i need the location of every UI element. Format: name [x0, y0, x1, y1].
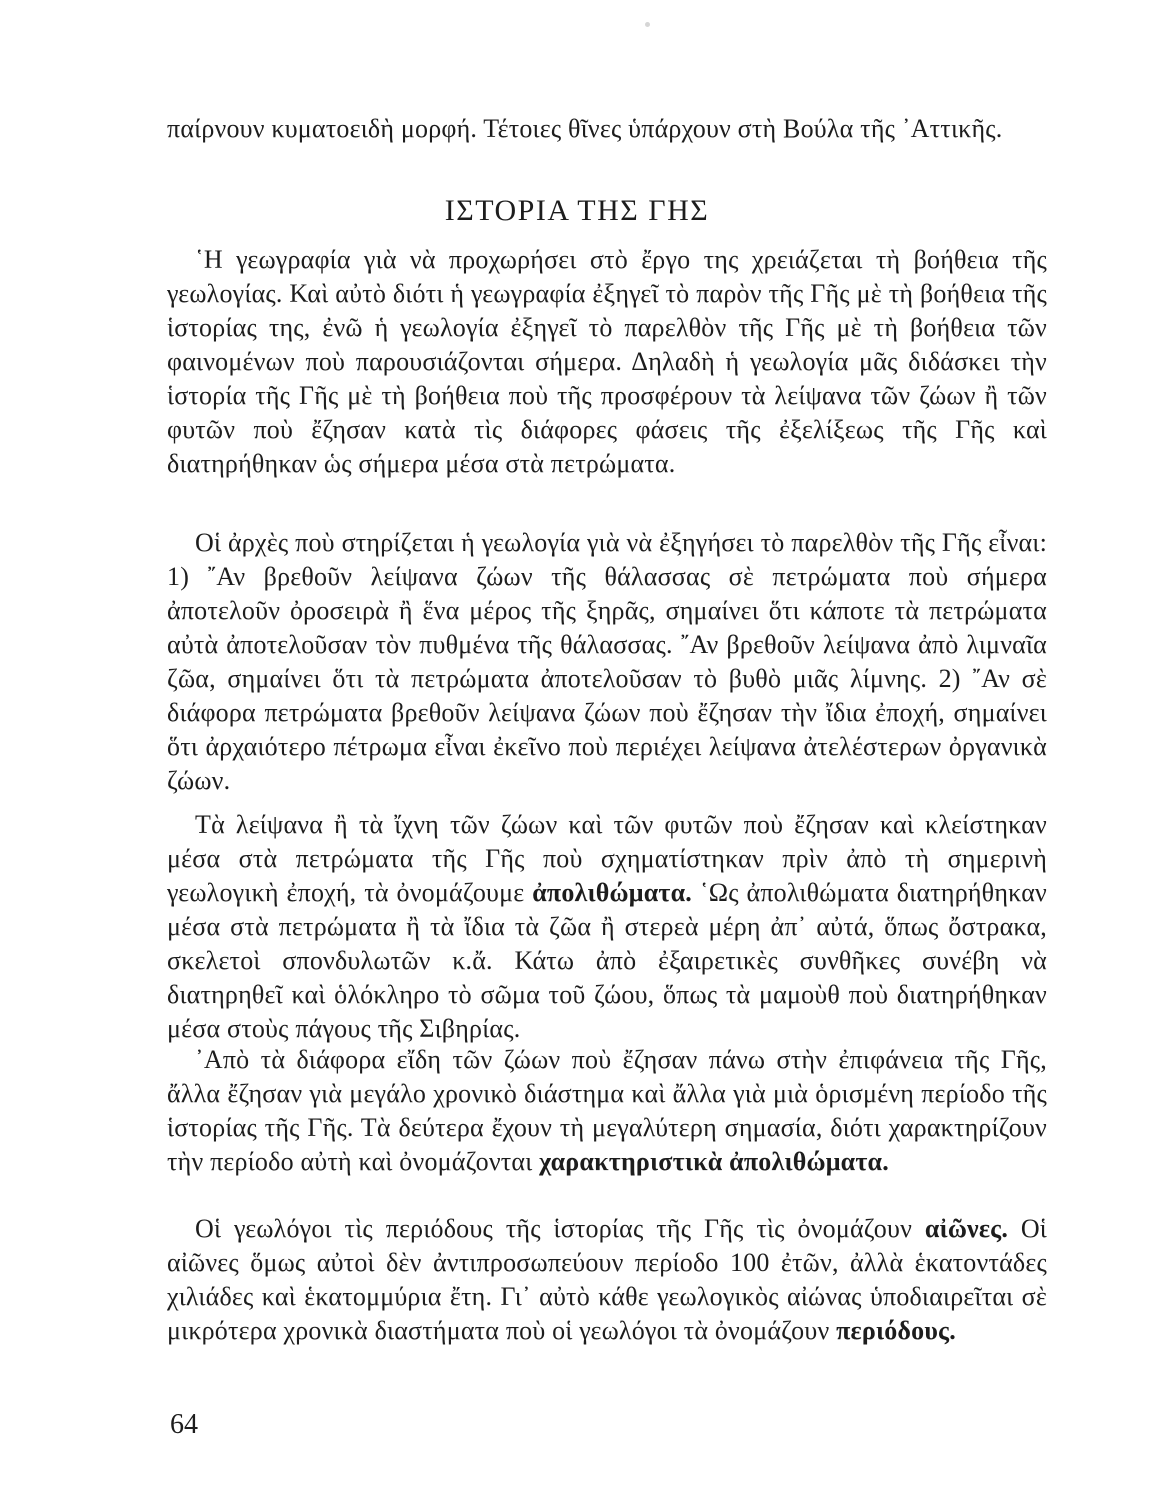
paragraph-3-text-before: Τὰ λείψανα ἢ τὰ ἴχνη τῶν ζώων καὶ τῶν φυτῶν ποὺ ἔζησαν καὶ κλείστηκαν μέσα στὰ πετρώματα τῆς Γῆς ποὺ σχηματίστηκαν πρὶν ἀπὸ τὴ σημερινὴ γεωλογικὴ ἐποχή, τὰ ὀνομάζουμε: [167, 810, 1047, 907]
intro-continuation: παίρνουν κυματοειδὴ μορφή. Τέτοιες θῖνες ὑπάρχουν στὴ Βούλα τῆς ᾿Αττικῆς.: [167, 114, 1003, 143]
page-number: 64: [170, 1409, 198, 1440]
paragraph-3-text-after: ῾Ως ἀπολιθώματα διατηρήθηκαν μέσα στὰ πετρώματα ἢ τὰ ἴδια τὰ ζῶα ἢ στερεὰ μέρη ἀπ᾿ αὐτά, ὅπως ὄστρακα, σκελετοὶ σπονδυλωτῶν κ.ἄ. Κάτω ἀπὸ ἐξαιρετικὲς συνθῆκες συνέβη νὰ διατηρηθεῖ καὶ ὁλόκληρο τὸ σῶμα τοῦ ζώου, ὅπως τὰ μαμοὺθ ποὺ διατηρήθηκαν μέσα στοὺς πάγους τῆς Σιβηρίας.: [167, 878, 1047, 1043]
paragraph-4: [167, 1043, 1047, 1179]
term-apolithomata: ἀπολιθώματα.: [532, 878, 692, 907]
paragraph-1: ῾Η γεωγραφία γιὰ νὰ προχωρήσει στὸ ἔργο της χρειάζεται τὴ βοήθεια τῆς γεωλογίας. Καὶ αὐτὸ διότι ἡ γεωγραφία ἐξηγεῖ τὸ παρὸν τῆς Γῆς μὲ τὴ βοήθεια τῆς ἱστορίας της, ἐνῶ ἡ γεωλογία ἐξηγεῖ τὸ παρελθὸν τῆς Γῆς μὲ τὴ βοήθεια τῶν φαινομένων ποὺ παρουσιάζονται σήμερα. Δηλαδὴ ἡ γεωλογία μᾶς διδάσκει τὴν ἱστορία τῆς Γῆς μὲ τὴ βοήθεια ποὺ τῆς προσφέρουν τὰ λείψανα τῶν ζώων ἢ τῶν φυτῶν ποὺ ἔζησαν κατὰ τὶς διάφορες φάσεις τῆς ἐξελίξεως τῆς Γῆς καὶ διατηρήθηκαν ὡς σήμερα μέσα στὰ πετρώματα.: [167, 245, 1047, 478]
term-aiones: αἰῶνες.: [924, 1214, 1009, 1243]
paragraph-5: [167, 1212, 1047, 1348]
paragraph-2: [167, 526, 1047, 798]
paragraph-3: [167, 808, 1047, 1046]
paragraph-4-text: ᾿Απὸ τὰ διάφορα εἴδη τῶν ζώων ποὺ ἔζησαν πάνω στὴν ἐπιφάνεια τῆς Γῆς, ἄλλα ἔζησαν γιὰ μεγάλο χρονικὸ διάστημα καὶ ἄλλα γιὰ μιὰ ὁρισμένη περίοδο τῆς ἱστορίας τῆς Γῆς. Τὰ δεύτερα ἔχουν τὴ μεγαλύτερη σημασία, διότι χαρακτηρίζουν τὴν περίοδο αὐτὴ καὶ ὀνομάζονται: [167, 1045, 1047, 1176]
term-periodous: περιόδους.: [836, 1316, 956, 1345]
paragraph-5-text-middle: Οἱ αἰῶνες ὅμως αὐτοὶ δὲν ἀντιπροσωπεύουν περίοδο 100 ἐτῶν, ἀλλὰ ἑκατοντάδες χιλιάδες καὶ ἑκατομμύρια ἔτη. Γι᾿ αὐτὸ κάθε γεωλογικὸς αἰώνας ὑποδιαιρεῖται σὲ μικρότερα χρονικὰ διαστήματα ποὺ οἱ γεωλόγοι τὰ ὀνομάζουν: [167, 1214, 1047, 1345]
paragraph-2-text: Οἱ ἀρχὲς ποὺ στηρίζεται ἡ γεωλογία γιὰ νὰ ἐξηγήσει τὸ παρελθὸν τῆς Γῆς εἶναι: 1) ῎Αν βρεθοῦν λείψανα ζώων τῆς θάλασσας σὲ πετρώματα ποὺ σήμερα ἀποτελοῦν ὀροσειρὰ ἢ ἕνα μέρος τῆς ξηρᾶς, σημαίνει ὅτι κάποτε τὰ πετρώματα αὐτὰ ἀποτελοῦσαν τὸν πυθμένα τῆς θάλασσας. ῎Αν βρεθοῦν λείψανα ἀπὸ λιμναῖα ζῶα, σημαίνει ὅτι τὰ πετρώματα ἀποτελοῦσαν τὸ βυθὸ μιᾶς λίμνης. 2) ῎Αν σὲ διάφορα πετρώματα βρεθοῦν λείψανα ζώων ποὺ ἔζησαν τὴν ἴδια ἐποχή, σημαίνει ὅτι ἀρχαιότερο πέτρωμα εἶναι ἐκεῖνο ποὺ περιέχει λείψανα ἀτελέστερων ὀργανικὰ ζώων.: [167, 528, 1047, 795]
paragraph-5-text-before: Οἱ γεωλόγοι τὶς περιόδους τῆς ἱστορίας τῆς Γῆς τὶς ὀνομάζουν: [195, 1214, 925, 1243]
scan-speck: [645, 22, 650, 27]
section-heading: ΙΣΤΟΡΙΑ ΤΗΣ ΓΗΣ: [444, 194, 710, 227]
term-characteristic-fossils: χαρακτηριστικὰ ἀπολιθώματα.: [539, 1147, 889, 1176]
